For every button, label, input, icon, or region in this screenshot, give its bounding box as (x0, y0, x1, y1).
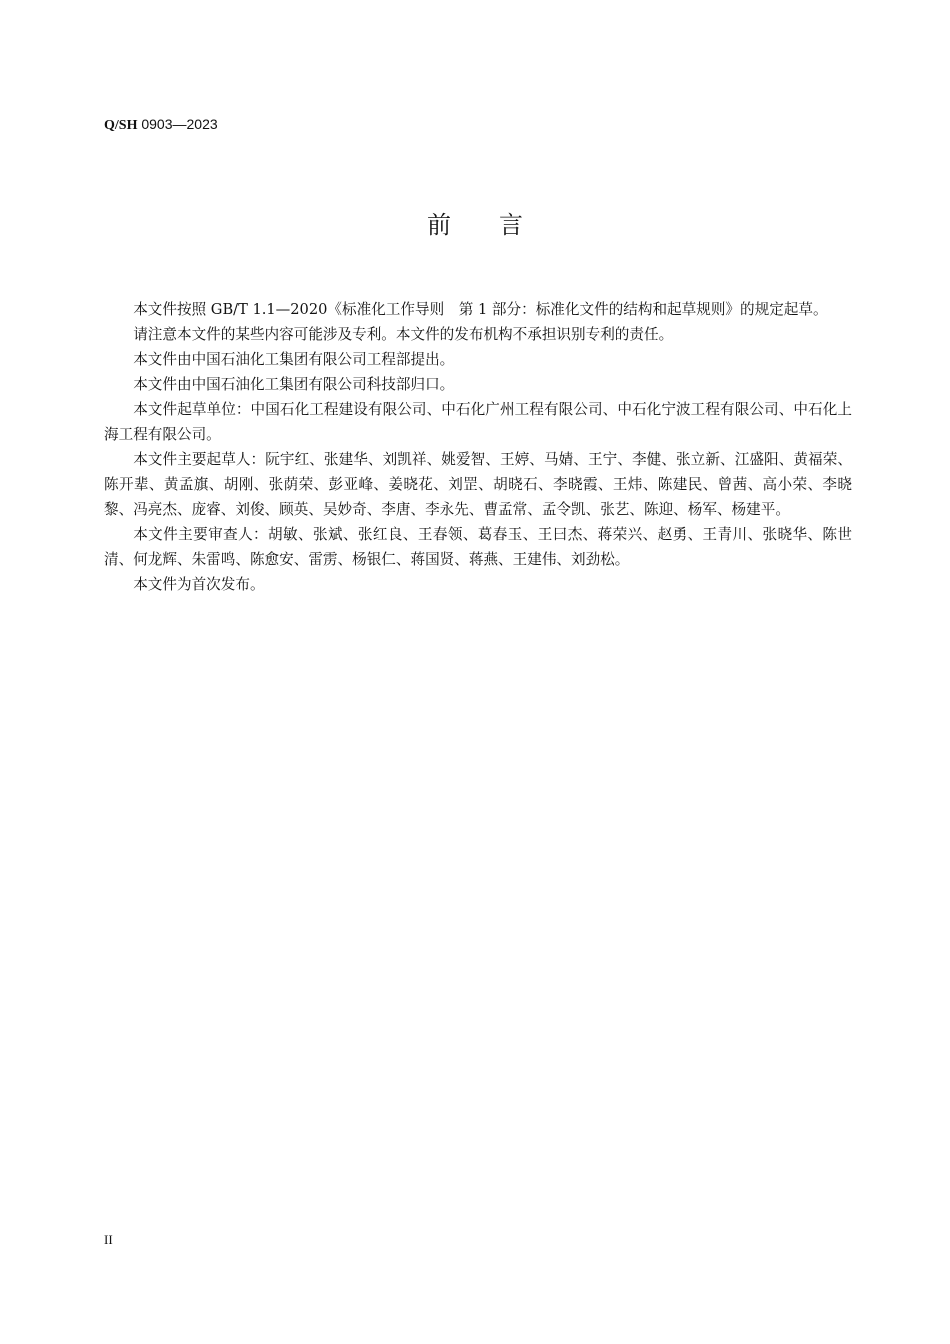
document-code (104, 115, 218, 135)
paragraph-first-release: 本文件为首次发布。 (133, 576, 265, 593)
paragraph-patent-notice: 请注意本文件的某些内容可能涉及专利。本文件的发布机构不承担识别专利的责任。 (133, 326, 674, 343)
paragraph-main-reviewers: 本文件主要审查人：胡敏、张斌、张红良、王春领、葛春玉、王曰杰、蒋荣兴、赵勇、王青川、张晓华、陈世清、何龙辉、朱雷鸣、陈愈安、雷雳、杨银仁、蒋国贤、蒋燕、王建伟、刘劲松。 (104, 526, 852, 568)
page-title: 前言 (427, 211, 571, 239)
paragraph-main-drafters: 本文件主要起草人：阮宇红、张建华、刘凯祥、姚爱智、王婷、马婧、王宁、李健、张立新、江盛阳、黄福荣、陈开辈、黄孟旗、胡刚、张荫荣、彭亚峰、姜晓花、刘罡、胡晓石、李晓霞、王炜、陈建民、曾茜、高小荣、李晓黎、冯亮杰、庞睿、刘俊、顾英、吴妙奇、李唐、李永先、曹孟常、孟令凯、张艺、陈迎、杨军、杨建平。 (104, 451, 852, 518)
document-code-prefix: Q/SH (104, 118, 138, 133)
foreword-body (104, 297, 852, 597)
paragraph-drafting-units: 本文件起草单位：中国石化工程建设有限公司、中石化广州工程有限公司、中石化宁波工程有限公司、中石化上海工程有限公司。 (104, 401, 852, 443)
paragraph-drafting-rules: 本文件按照 GB/T 1.1—2020《标准化工作导则 第 1 部分：标准化文件的结构和起草规则》的规定起草。 (133, 301, 828, 318)
document-code-number: 0903—2023 (137, 116, 218, 132)
paragraph-proposed-by: 本文件由中国石油化工集团有限公司工程部提出。 (133, 351, 455, 368)
paragraph-administered-by: 本文件由中国石油化工集团有限公司科技部归口。 (133, 376, 455, 393)
page-number: II (104, 1232, 113, 1247)
